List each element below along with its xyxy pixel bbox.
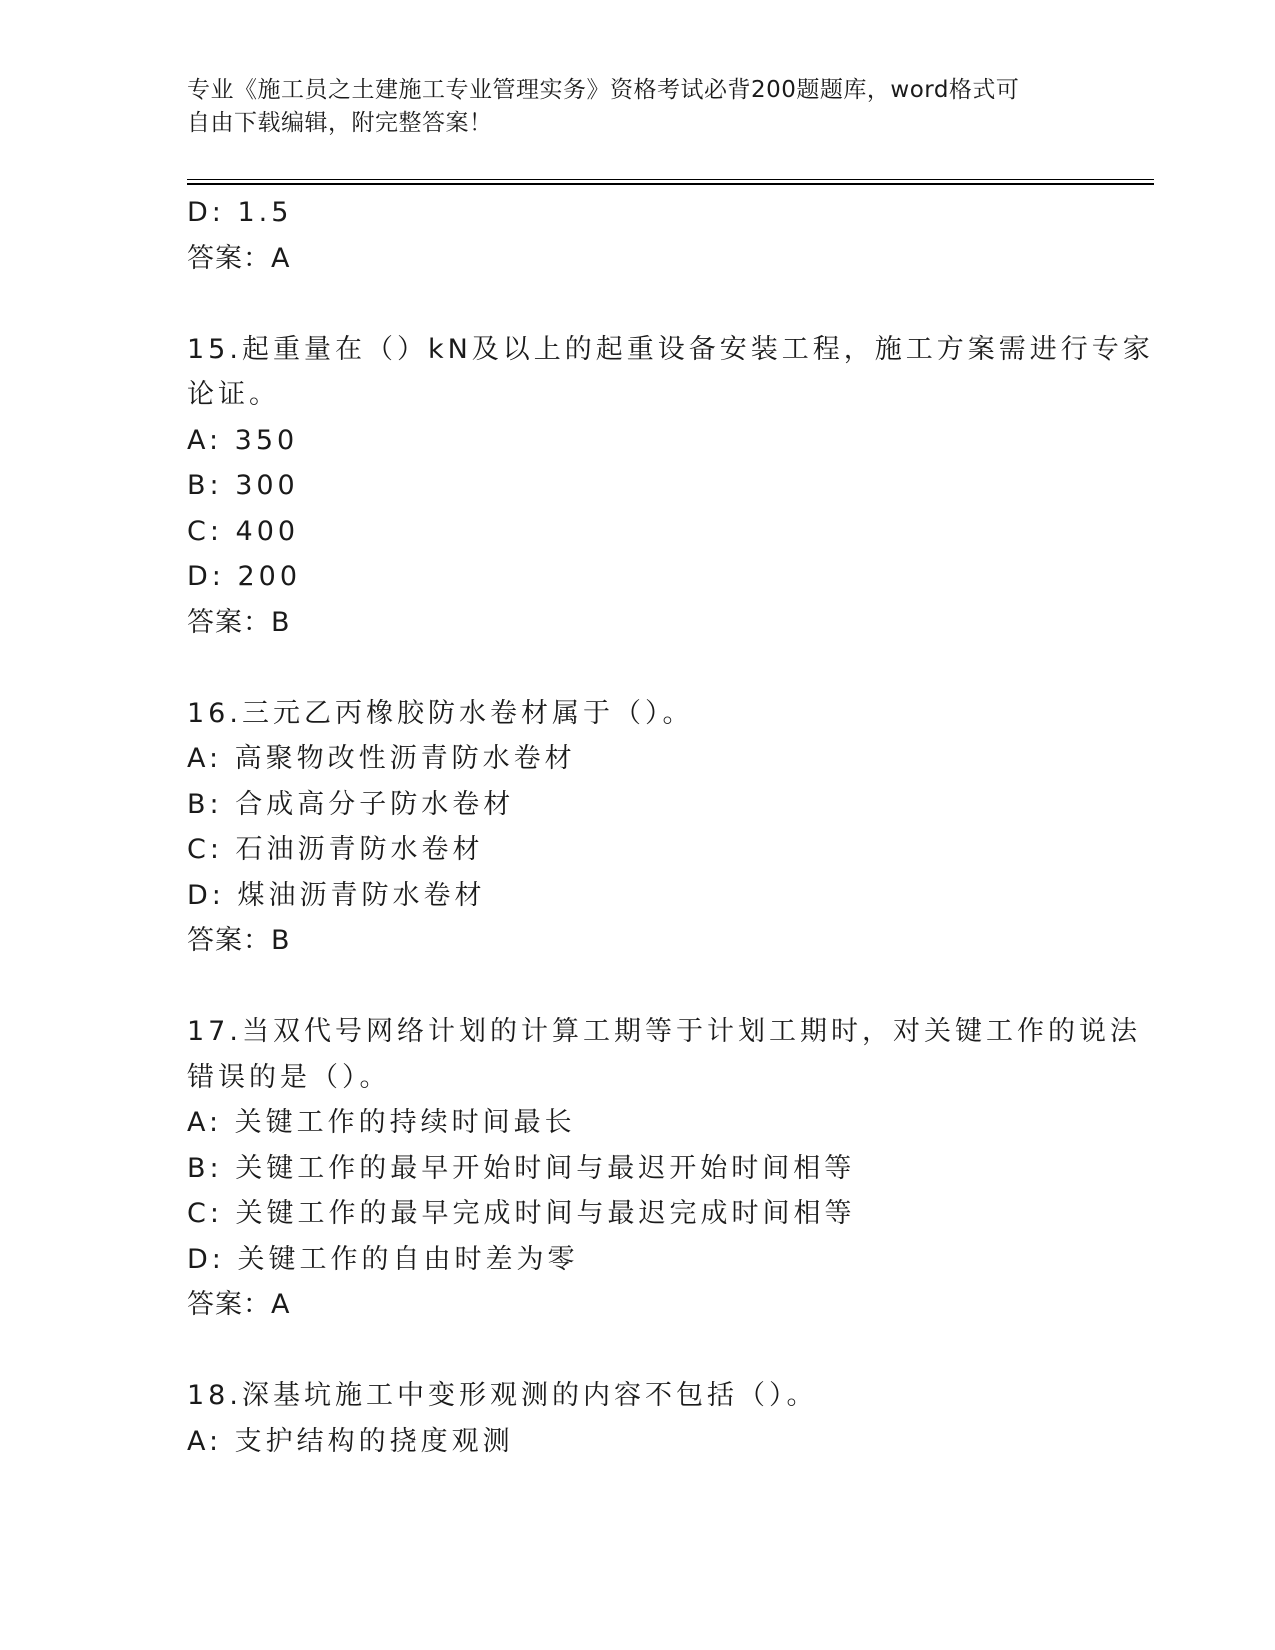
q18-option-a: A: 支护结构的挠度观测 [187, 1425, 514, 1457]
q17-stem-line-1: 17.当双代号网络计划的计算工期等于计划工期时，对关键工作的说法 [187, 1016, 1141, 1047]
question-body [187, 190, 1154, 1464]
q15-option-c: C: 400 [187, 515, 300, 547]
q16-option-c: C: 石油沥青防水卷材 [187, 834, 484, 865]
q17-option-a: A: 关键工作的持续时间最长 [187, 1107, 576, 1138]
prev-option-d: D: 1.5 [187, 197, 293, 228]
q16-option-b: B: 合成高分子防水卷材 [187, 788, 515, 820]
spacer [187, 281, 1087, 327]
page-header [187, 74, 1087, 140]
prev-answer: 答案：A [187, 242, 291, 274]
q16-option-a: A: 高聚物改性沥青防水卷材 [187, 743, 576, 774]
spacer [187, 645, 1087, 691]
spacer [187, 1328, 1087, 1374]
header-line-2: 自由下载编辑，附完整答案！ [187, 110, 493, 136]
q17-option-d: D: 关键工作的自由时差为零 [187, 1243, 579, 1275]
q15-option-d: D: 200 [187, 561, 302, 592]
q15-option-b: B: 300 [187, 470, 299, 501]
q16-option-d: D: 煤油沥青防水卷材 [187, 879, 486, 911]
q15-stem-line-2: 论证。 [187, 379, 280, 410]
q17-stem-line-2: 错误的是（）。 [187, 1061, 391, 1093]
q15-answer: 答案：B [187, 606, 291, 638]
header-rule-thin [187, 179, 1154, 180]
q16-stem-line-1: 16.三元乙丙橡胶防水卷材属于（）。 [187, 697, 694, 729]
spacer [187, 964, 1087, 1010]
q15-option-a: A: 350 [187, 424, 299, 456]
q15-stem-line-1: 15.起重量在（）kN及以上的起重设备安装工程，施工方案需进行专家 [187, 333, 1154, 365]
q17-option-b: B: 关键工作的最早开始时间与最迟开始时间相等 [187, 1152, 856, 1184]
header-rule-thick [187, 183, 1154, 185]
header-line-1: 专业《施工员之土建施工专业管理实务》资格考试必背200题题库，word格式可 [187, 77, 1020, 103]
q16-answer: 答案：B [187, 925, 291, 956]
q17-answer: 答案：A [187, 1289, 291, 1320]
q17-option-c: C: 关键工作的最早完成时间与最迟完成时间相等 [187, 1198, 856, 1229]
q18-stem-line-1: 18.深基坑施工中变形观测的内容不包括（）。 [187, 1380, 818, 1411]
